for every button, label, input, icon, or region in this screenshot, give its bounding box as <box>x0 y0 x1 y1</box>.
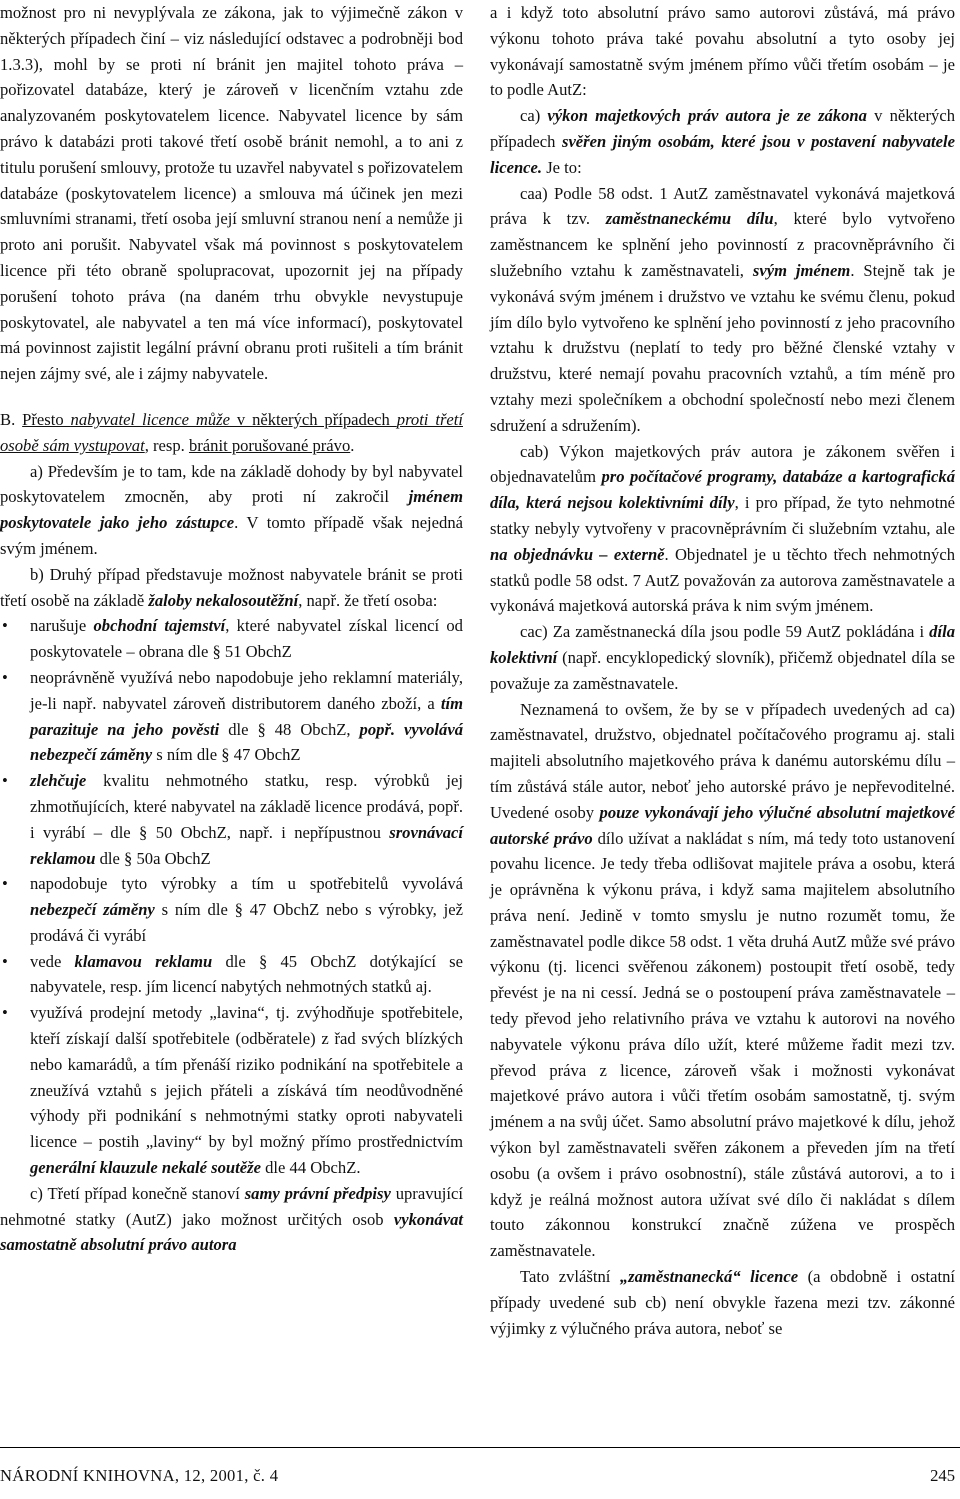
text: (např. encyklopedický slovník), přičemž objednatel díla se považuje za zaměstnavatele. <box>490 647 955 693</box>
underlined-text: v některých případech <box>229 409 397 429</box>
text: (a obdobně i ostatní případy uvedené sub cb) není obvykle řazena mezi tzv. zákonné výjimky z výlučného práva autora, neboť se <box>490 1267 955 1338</box>
emphasis: obchodní tajemství <box>93 616 226 636</box>
text: cac) Za zaměstnanecká díla jsou podle 59 AutZ pokládána i <box>520 622 930 642</box>
text: s ním dle § 47 ObchZ nebo s výrobky, jež prodává či vyrábí <box>30 900 463 945</box>
text: a) Především je to tam, kde na základě dohody by byl nabyvatel poskytovatelem zmocněn, aby proti ní zakročil <box>0 461 463 507</box>
emphasis: výkon majetkových práv autora je ze zákona <box>547 106 867 126</box>
text: narušuje <box>30 616 94 636</box>
text: napodobuje tyto výrobky a tím u spotřebitelů vyvolává <box>30 874 463 894</box>
underlined-italic-text: nabyvatel licence může <box>70 409 230 429</box>
text: . Stejně tak je vykonává svým jménem i družstvo ve vztahu ke svému členu, pokud jím dílo bylo vytvořeno ke splnění jeho povinností z jeho pracovního vztahu k družstvu (neplatí to tedy pro běžné členské vztahy v družstvu, které nemají povahu pracovních vztahů, a tím méně pro vztahy mezi společníkem a obchodní společností nebo mezi členem sdružení a sdružením). <box>490 260 955 435</box>
text: dle § 45 ObchZ dotýkající se nabyvatele, resp. jím licencí nabytých nehmotných statků aj. <box>30 951 463 997</box>
list-item <box>0 613 463 665</box>
text: cab) Výkon majetkových práv autora je zákonem svěřen i objednavatelům <box>490 441 955 487</box>
text: Je to: <box>542 157 582 177</box>
emphasis: pro počítačové programy, databáze a kartografická díla, která nejsou kolektivními díly <box>490 467 955 513</box>
emphasis: pouze vykonávají jeho výlučné absolutní majetkové autorské právo <box>490 802 955 848</box>
emphasis: zaměstnaneckému dílu <box>605 209 774 229</box>
text: c) Třetí případ konečně stanoví <box>30 1183 245 1203</box>
text: , které nabyvatel získal licencí od poskytovatele – obrana dle § 51 ObchZ <box>30 616 463 662</box>
text: . V tomto případě však nejedná svým jménem. <box>0 513 463 558</box>
paragraph-c <box>0 1181 463 1258</box>
text: Tato zvláštní <box>520 1267 620 1287</box>
list-item <box>0 949 463 1001</box>
text: , resp. <box>144 435 189 455</box>
text: vede <box>30 951 75 971</box>
underlined-text: Přesto <box>22 409 71 429</box>
paragraph-intro: možnost pro ni nevyplývala ze zákona, jak to výjimečně zákon v některých případech činí – viz následující odstavec a podrobněji bod 1.3.3), mohl by se proti ní bránit jen majitel tohoto práva – pořizovatel databáze, který je zároveň v licenčním vztahu zde analyzovaném poskytovatelem licence. Nabyvatel licence by sám právo k databázi proti takové třetí osobě bránit nemohl, a to ani z titulu porušení smlouvy, protože tu uzavřel nabyvatel s pořizovatelem databáze (poskytovatelem licence) a smlouva má účinek jen mezi smluvními stranami, třetí osoba její smluvní stranou není a nemůže ji proto ani porušit. Nabyvatel však má povinnost s poskytovatelem licence při této obraně spolupracovat, upozornit jej na případy porušení tohoto práva (na daném trhu obvykle nevystupuje poskytovatel, ale nabyvatel a ten má více informací), poskytovatel má povinnost zajistit legální právní obranu proti rušiteli a tím bránit nejen zájmy své, ale i zájmy nabyvatele. <box>0 3 463 384</box>
text: kvalitu nehmotného statku, resp. výrobků jej zhmotňujících, které nabyvatel na základě licence prodává, popř. i vyrábí – dle § 50 ObchZ, např. i nepřípustnou <box>30 771 463 842</box>
paragraph-continued: a i když toto absolutní právo samo autorovi zůstává, má právo výkonu tohoto práva také povahu absolutní a tyto osoby jej vykonávají samostatně svým jménem přímo vůči třetím osobám – je to podle AutZ: <box>490 3 955 100</box>
emphasis: popř. vyvolává nebezpečí záměny <box>30 719 463 765</box>
paragraph-cac <box>490 619 955 696</box>
right-column <box>490 0 955 1341</box>
emphasis: na objednávku – externě <box>490 544 665 564</box>
section-letter: B. <box>0 409 23 429</box>
paragraph-tato <box>490 1264 955 1341</box>
list-item <box>0 871 463 948</box>
text: dle § 48 ObchZ, <box>219 719 360 739</box>
paragraph-neznamena <box>490 697 955 1265</box>
text: neoprávněně využívá nebo napodobuje jeho reklamní materiály, je-li např. nabyvatel zároveň distributorem daného zboží, a <box>30 667 463 713</box>
paragraph-caa <box>490 181 955 439</box>
left-column <box>0 0 463 1258</box>
paragraph-ca <box>490 103 955 180</box>
text: s ním dle § 47 ObchZ <box>152 745 301 765</box>
bullet-list <box>0 613 463 1181</box>
text: caa) Podle 58 odst. 1 AutZ zaměstnavatel vykonává majetková práva k tzv. <box>490 183 955 229</box>
emphasis: jménem poskytovatele jako jeho zástupce <box>0 487 463 533</box>
emphasis: srovnávací reklamou <box>30 822 463 868</box>
text: upravující nehmotné statky (AutZ) jako možnost určitých osob <box>0 1183 463 1229</box>
emphasis: díla kolektivní <box>490 622 955 667</box>
text: . Objednatel je u těchto třech nehmotných statků podle 58 odst. 7 AutZ považován za autorova zaměstnavatele a vykonává majetková autorská práva k nim svým jménem. <box>490 544 955 616</box>
emphasis: nebezpečí záměny <box>30 900 155 920</box>
emphasis: vykonávat samostatně absolutní právo autora <box>0 1209 463 1255</box>
text: , které bylo vytvořeno zaměstnancem ke splnění jeho povinností z pracovněprávního či služebního vztahu k zaměstnavateli, <box>490 209 955 280</box>
emphasis: žaloby nekalosoutěžní <box>148 590 299 610</box>
text: , např. že třetí osoba: <box>298 590 438 610</box>
paragraph-a <box>0 459 463 562</box>
journal-citation: NÁRODNÍ KNIHOVNA, 12, 2001, č. 4 <box>0 1466 279 1485</box>
text: dle § 50a ObchZ <box>95 848 211 868</box>
text: Neznamená to ovšem, že by se v případech uvedených ad ca) zaměstnavatel, družstvo, objednatel počítačového programu aj. stali majiteli absolutního majetkového práva k danému autorskému dílu – tím zůstává stále autor, neboť jeho autorské právo je nepřevoditelné. Uvedené osoby <box>490 699 955 822</box>
text: v některých případech <box>490 106 955 151</box>
emphasis: tím parazituje na jeho pověsti <box>30 693 463 739</box>
emphasis: samy právní předpisy <box>244 1183 391 1203</box>
footer-divider <box>0 1447 960 1448</box>
text: využívá prodejní metody „lavina“, tj. zvýhodňuje spotřebitele, kteří získají další spotřebitele (odběratele) z řad svých blízkých nebo kamarádů, a tím přenáší riziko podnikání na spotřebitele a zneužívá vztahů s jejich přáteli a získává tím neodůvodněné výhody při podnikání s nehmotnými statky oproti nabyvateli licence – postih „laviny“ by byl možný přímo prostřednictvím <box>30 1003 463 1152</box>
list-item <box>0 768 463 871</box>
list-item <box>0 665 463 768</box>
text: dle 44 ObchZ. <box>260 1158 361 1178</box>
emphasis: svým jménem <box>752 260 851 280</box>
text: , i pro případ, že tyto nehmotné statky nebyly vytvořeny v pracovněprávním či služebním vztahu, ale <box>490 493 955 538</box>
underlined-text: bránit porušované právo <box>188 435 351 455</box>
paragraph-cab <box>490 439 955 620</box>
emphasis: „zaměstnanecká“ licence <box>619 1267 799 1287</box>
text: b) Druhý případ představuje možnost nabyvatele bránit se proti třetí osobě na základě <box>0 564 463 610</box>
emphasis: generální klauzule nekalé soutěže <box>30 1158 261 1178</box>
section-b-heading <box>0 407 463 459</box>
underlined-italic-text: proti třetí osobě sám vystupovat <box>0 409 463 455</box>
emphasis: zlehčuje <box>30 771 87 791</box>
emphasis: svěřen jiným osobám, které jsou v postavení nabyvatele licence. <box>490 131 955 177</box>
list-item <box>0 1000 463 1181</box>
emphasis: klamavou reklamu <box>74 951 213 971</box>
page-number: 245 <box>930 1466 955 1485</box>
text: ca) <box>520 106 548 126</box>
text: . <box>350 435 355 455</box>
text: dílo užívat a nakládat s ním, má tedy toto ustanovení povahu licence. Je tedy třeba odlišovat majitele práva a osobu, která je oprávněna k výkonu práva, i když sama majitelem absolutního práva není. Jedině v tomto smyslu je nutno rozumět tomu, že zaměstnavatel podle dikce 58 odst. 1 věta druhá AutZ může své právo výkonu (tj. licenci svěřenou zákonem) postoupit třetí osobě, tedy převést je na ni cessí. Jedná se o postoupení práva zaměstnavatele – tedy převod jeho relativního práva ve vztahu k autorovi na nového nabyvatele výkonu práva dílo užít, které můžeme řadit mezi tzv. převod práva z licence, zároveň však i možnosti vykonávat majetkové právo autora i vůči třetím osobám samostatně, tj. svým jménem a na svůj účet. Samo absolutní právo majetkové k dílu, jehož výkon byl zaměstnavateli svěřen zákonem a převeden jím na třetí osobu (a ovšem i právo osobnostní), stále zůstává autorovi, a to i když je reálná možnost autora užívat své dílo či nakládat s dílem touto zákonnou konstrukcí značně zúžena ve prospěch zaměstnavatele. <box>490 828 955 1261</box>
paragraph-b <box>0 562 463 614</box>
